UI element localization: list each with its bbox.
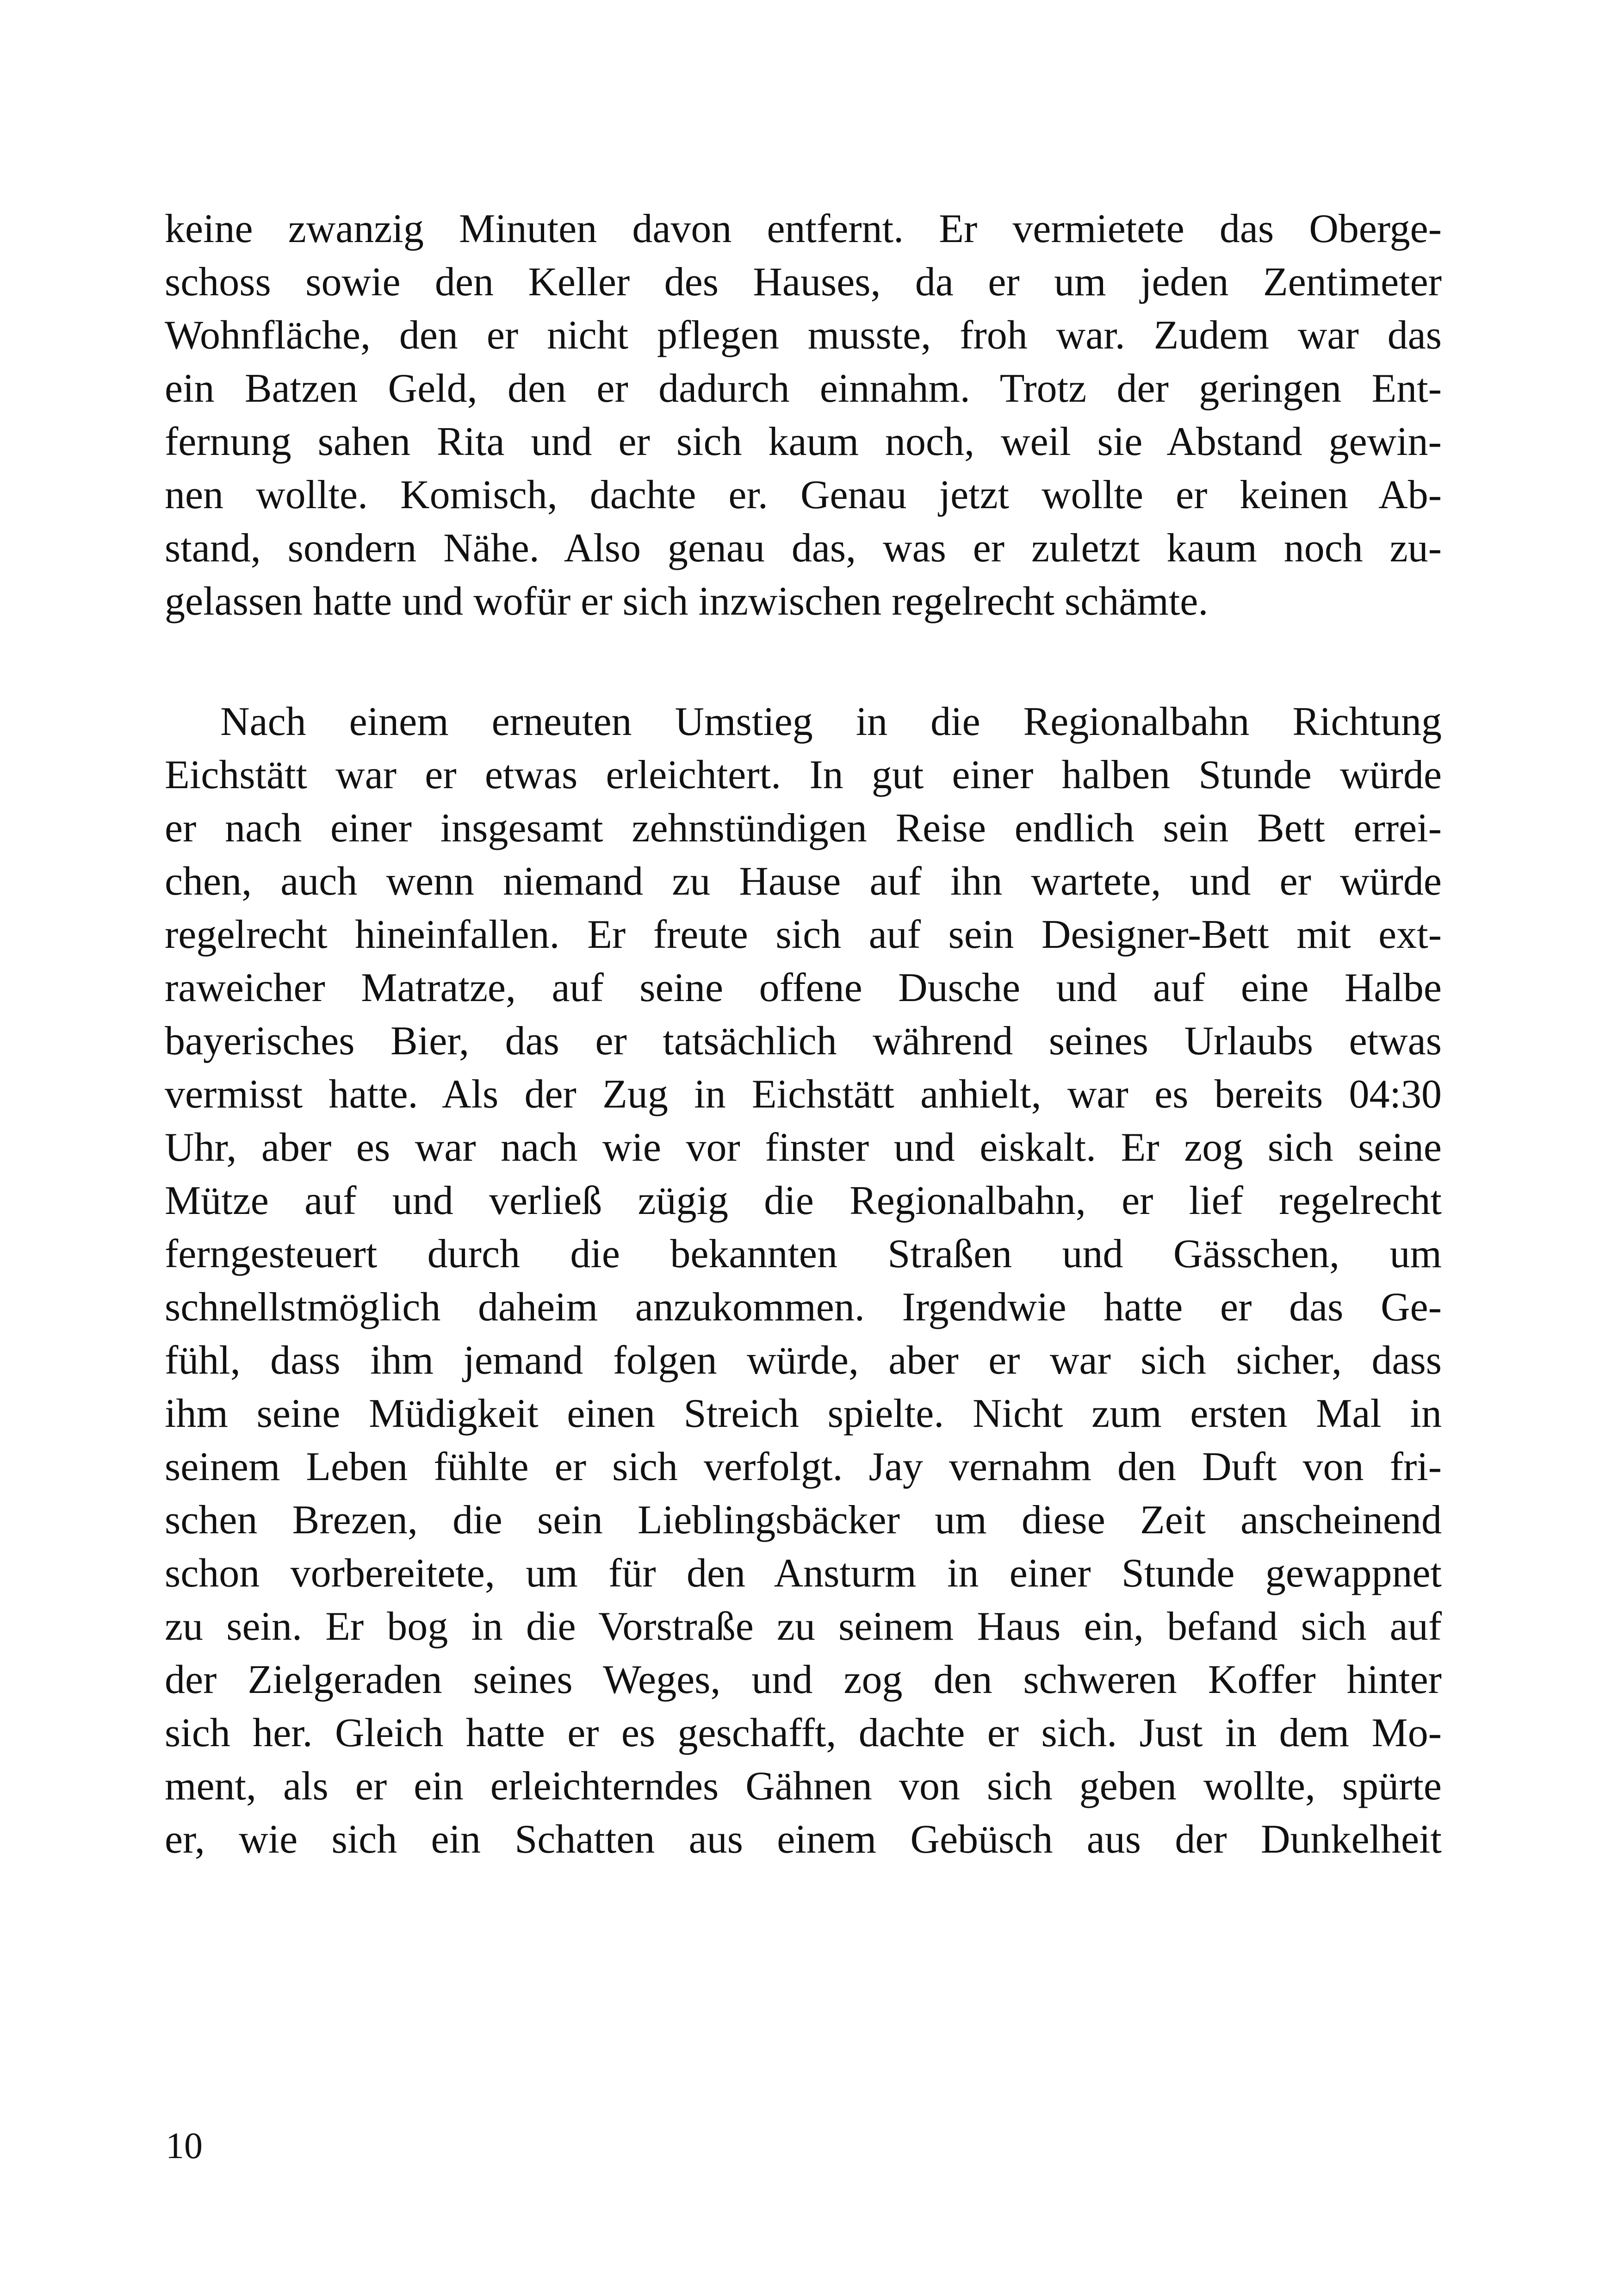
text-line: stand, sondern Nähe. Also genau das, was er zuletzt kaum noch zu- [165,526,1442,571]
text-line: Mütze auf und verließ zügig die Regionalbahn, er lief regelrecht [165,1178,1442,1223]
text-line: bayerisches Bier, das er tatsächlich während seines Urlaubs etwas [165,1019,1442,1064]
text-line: regelrecht hineinfallen. Er freute sich auf sein Designer-Bett mit ext- [165,912,1442,957]
page-number: 10 [166,2126,203,2166]
text-line: Wohnfläche, den er nicht pflegen musste, froh war. Zudem war das [165,313,1442,358]
text-line: keine zwanzig Minuten davon entfernt. Er vermietete das Oberge- [165,206,1442,251]
text-line: ment, als er ein erleichterndes Gähnen von sich geben wollte, spürte [165,1764,1442,1809]
text-line: gelassen hatte und wofür er sich inzwischen regelrecht schämte. [165,579,1209,624]
text-line: raweicher Matratze, auf seine offene Dusche und auf eine Halbe [165,965,1442,1010]
text-line: schon vorbereitete, um für den Ansturm in einer Stunde gewappnet [165,1551,1442,1596]
text-line: vermisst hatte. Als der Zug in Eichstätt anhielt, war es bereits 04:30 [165,1072,1442,1117]
paragraph-1 [165,202,1442,628]
text-line: er nach einer insgesamt zehnstündigen Reise endlich sein Bett errei- [165,806,1442,851]
text-line: Uhr, aber es war nach wie vor finster und eiskalt. Er zog sich seine [165,1125,1442,1170]
text-line: chen, auch wenn niemand zu Hause auf ihn wartete, und er würde [165,859,1442,904]
text-line: sich her. Gleich hatte er es geschafft, dachte er sich. Just in dem Mo- [165,1711,1442,1755]
text-line: fühl, dass ihm jemand folgen würde, aber er war sich sicher, dass [165,1338,1442,1383]
text-line: seinem Leben fühlte er sich verfolgt. Jay vernahm den Duft von fri- [165,1444,1442,1489]
paragraph-2 [165,695,1442,1866]
text-line: Nach einem erneuten Umstieg in die Regionalbahn Richtung [220,699,1442,744]
text-line: schoss sowie den Keller des Hauses, da er um jeden Zentimeter [165,260,1442,305]
text-line: nen wollte. Komisch, dachte er. Genau jetzt wollte er keinen Ab- [165,473,1442,517]
text-line: er, wie sich ein Schatten aus einem Gebüsch aus der Dunkelheit [165,1817,1442,1862]
text-line: schnellstmöglich daheim anzukommen. Irgendwie hatte er das Ge- [165,1285,1442,1330]
text-line: ferngesteuert durch die bekannten Straßen und Gässchen, um [165,1232,1442,1276]
text-line: fernung sahen Rita und er sich kaum noch, weil sie Abstand gewin- [165,419,1442,464]
text-line: Eichstätt war er etwas erleichtert. In gut einer halben Stunde würde [165,753,1442,797]
text-line: ein Batzen Geld, den er dadurch einnahm. Trotz der geringen Ent- [165,366,1442,411]
text-line: zu sein. Er bog in die Vorstraße zu seinem Haus ein, befand sich auf [165,1604,1442,1649]
text-line: der Zielgeraden seines Weges, und zog den schweren Koffer hinter [165,1657,1442,1702]
text-line: schen Brezen, die sein Lieblingsbäcker um diese Zeit anscheinend [165,1498,1442,1543]
text-line: ihm seine Müdigkeit einen Streich spielte. Nicht zum ersten Mal in [165,1391,1442,1436]
